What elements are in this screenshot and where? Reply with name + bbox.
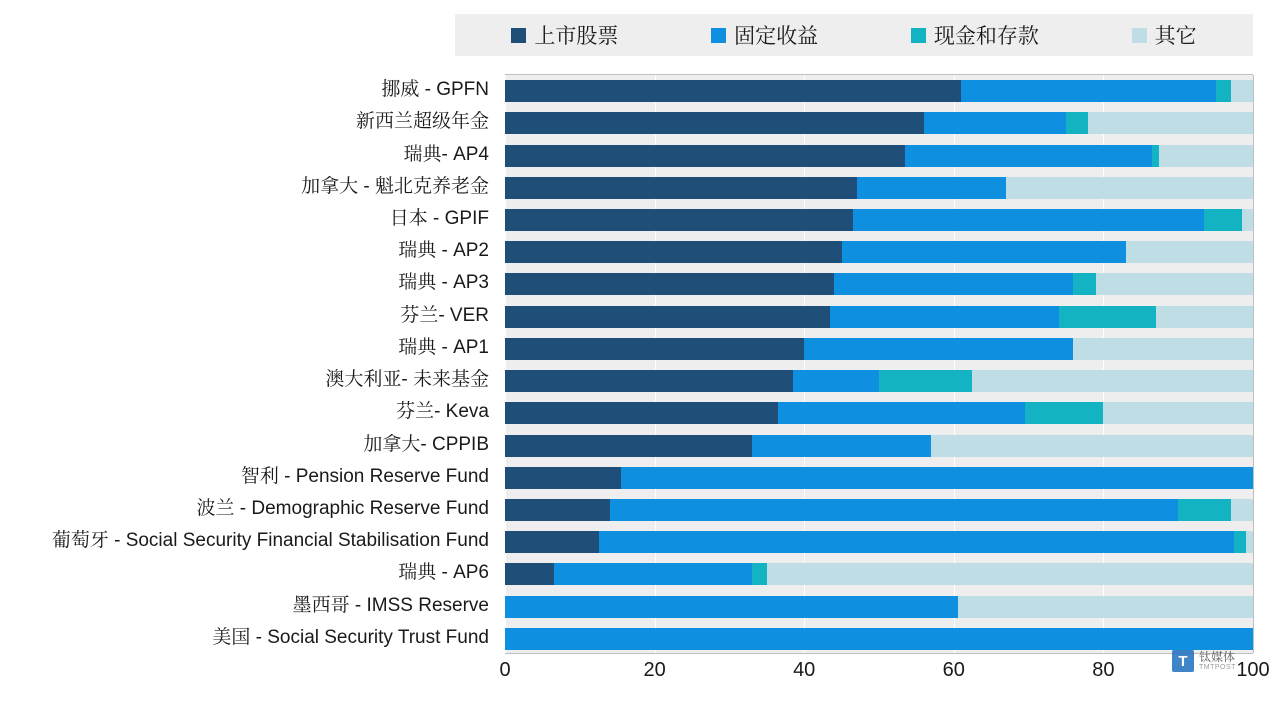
legend-label: 上市股票 bbox=[534, 25, 619, 48]
bar-segment bbox=[857, 177, 1007, 199]
bar-segment bbox=[1234, 531, 1245, 553]
legend-swatch-icon bbox=[711, 28, 726, 43]
bar-segment bbox=[505, 370, 793, 392]
y-axis-tick-label: 日本 - GPIF bbox=[389, 208, 489, 229]
bar-segment bbox=[505, 80, 961, 102]
y-axis-tick-label: 美国 - Social Security Trust Fund bbox=[212, 626, 489, 648]
bar-row[interactable] bbox=[505, 338, 1253, 360]
bar-row[interactable] bbox=[505, 435, 1253, 457]
bar-row[interactable] bbox=[505, 467, 1253, 489]
watermark-text bbox=[1199, 651, 1236, 671]
y-axis-tick-label: 挪威 - GPFN bbox=[381, 79, 489, 101]
x-axis-tick-label: 0 bbox=[499, 659, 511, 681]
bar-segment bbox=[505, 145, 905, 167]
bar-segment bbox=[1152, 145, 1159, 167]
y-axis-tick-label: 瑞典- AP4 bbox=[403, 143, 489, 165]
bar-segment bbox=[972, 370, 1253, 392]
bar-segment bbox=[505, 628, 1253, 650]
legend-label: 固定收益 bbox=[734, 25, 819, 48]
bar-segment bbox=[505, 209, 853, 231]
bar-segment bbox=[879, 370, 973, 392]
bar-row[interactable] bbox=[505, 241, 1253, 263]
bar-segment bbox=[1204, 209, 1241, 231]
bar-segment bbox=[1025, 402, 1104, 424]
bar-segment bbox=[1066, 112, 1088, 134]
y-axis-tick-label: 芬兰- Keva bbox=[396, 401, 489, 423]
watermark-logo-icon: T bbox=[1172, 650, 1194, 672]
bar-segment bbox=[505, 306, 830, 328]
bar-segment bbox=[830, 306, 1058, 328]
bar-segment bbox=[1178, 499, 1230, 521]
x-axis-tick-label: 80 bbox=[1092, 659, 1115, 681]
bar-row[interactable] bbox=[505, 531, 1253, 553]
bar-segment bbox=[1088, 112, 1253, 134]
bar-row[interactable] bbox=[505, 499, 1253, 521]
legend-swatch-icon bbox=[511, 28, 526, 43]
y-axis-tick-label: 智利 - Pension Reserve Fund bbox=[240, 465, 489, 487]
bar-row[interactable] bbox=[505, 596, 1253, 618]
bar-segment bbox=[834, 273, 1073, 295]
x-axis bbox=[499, 655, 1270, 685]
legend-item[interactable] bbox=[1132, 20, 1197, 50]
bar-row[interactable] bbox=[505, 112, 1253, 134]
bar-segment bbox=[505, 596, 958, 618]
x-axis-tick-label: 60 bbox=[942, 659, 965, 681]
bar-segment bbox=[1231, 499, 1253, 521]
y-axis-tick-label: 瑞典 - AP3 bbox=[398, 272, 489, 294]
bar-segment bbox=[505, 241, 842, 263]
y-axis-tick-label: 澳大利亚- 未来基金 bbox=[325, 369, 489, 391]
bar-segment bbox=[958, 596, 1253, 618]
bar-segment bbox=[752, 435, 932, 457]
watermark-name: 钛媒体 bbox=[1199, 650, 1236, 665]
bar-segment bbox=[599, 531, 1235, 553]
bar-segment bbox=[842, 241, 1126, 263]
bar-segment bbox=[505, 177, 857, 199]
watermark bbox=[1172, 650, 1236, 672]
bar-segment bbox=[1242, 209, 1253, 231]
y-axis-labels bbox=[0, 74, 497, 654]
bar-segment bbox=[1073, 338, 1253, 360]
bar-row[interactable] bbox=[505, 628, 1253, 650]
bar-segment bbox=[1126, 241, 1253, 263]
bar-segment bbox=[793, 370, 879, 392]
y-axis-tick-label: 瑞典 - AP6 bbox=[398, 562, 489, 584]
y-axis-tick-label: 波兰 - Demographic Reserve Fund bbox=[196, 498, 489, 519]
bar-row[interactable] bbox=[505, 80, 1253, 102]
bar-segment bbox=[505, 435, 752, 457]
bar-segment bbox=[1246, 531, 1253, 553]
bar-segment bbox=[505, 563, 554, 585]
bar-series-container bbox=[505, 75, 1253, 653]
y-axis-tick-label: 芬兰- VER bbox=[400, 304, 489, 326]
bar-segment bbox=[1059, 306, 1156, 328]
y-axis-tick-label: 瑞典 - AP1 bbox=[398, 336, 489, 358]
bar-segment bbox=[1159, 145, 1253, 167]
bar-row[interactable] bbox=[505, 177, 1253, 199]
bar-row[interactable] bbox=[505, 402, 1253, 424]
bar-segment bbox=[931, 435, 1253, 457]
bar-segment bbox=[961, 80, 1215, 102]
bar-segment bbox=[1231, 80, 1253, 102]
chart-plot-area bbox=[505, 74, 1253, 654]
bar-segment bbox=[554, 563, 752, 585]
bar-segment bbox=[505, 273, 834, 295]
gridline bbox=[1253, 75, 1254, 653]
bar-segment bbox=[1216, 80, 1231, 102]
y-axis-tick-label: 加拿大- CPPIB bbox=[363, 433, 489, 455]
bar-segment bbox=[505, 499, 610, 521]
bar-segment bbox=[752, 563, 767, 585]
bar-segment bbox=[1103, 402, 1253, 424]
bar-row[interactable] bbox=[505, 306, 1253, 328]
x-axis-tick-label: 40 bbox=[793, 659, 816, 681]
bar-segment bbox=[1006, 177, 1253, 199]
legend-swatch-icon bbox=[1132, 28, 1147, 43]
legend-label: 其它 bbox=[1154, 25, 1197, 48]
watermark-subtitle: TMTPOST bbox=[1199, 663, 1236, 671]
legend-item[interactable] bbox=[711, 20, 818, 50]
bar-segment bbox=[1156, 306, 1253, 328]
chart-legend bbox=[455, 14, 1253, 56]
legend-label: 现金和存款 bbox=[933, 25, 1039, 48]
bar-segment bbox=[778, 402, 1025, 424]
bar-segment bbox=[767, 563, 1253, 585]
bar-segment bbox=[1073, 273, 1095, 295]
bar-row[interactable] bbox=[505, 209, 1253, 231]
bar-segment bbox=[804, 338, 1073, 360]
y-axis-tick-label: 葡萄牙 - Social Security Financial Stabilisation Fund bbox=[51, 530, 489, 552]
bar-row[interactable] bbox=[505, 145, 1253, 167]
x-axis-tick-label: 100 bbox=[1236, 659, 1270, 681]
bar-segment bbox=[924, 112, 1066, 134]
bar-segment bbox=[505, 531, 599, 553]
bar-row[interactable] bbox=[505, 563, 1253, 585]
bar-segment bbox=[1096, 273, 1253, 295]
y-axis-tick-label: 墨西哥 - IMSS Reserve bbox=[292, 594, 489, 616]
bar-row[interactable] bbox=[505, 273, 1253, 295]
bar-segment bbox=[621, 467, 1253, 489]
y-axis-tick-label: 新西兰超级年金 bbox=[355, 111, 489, 133]
legend-swatch-icon bbox=[911, 28, 926, 43]
bar-segment bbox=[505, 338, 804, 360]
bar-segment bbox=[610, 499, 1178, 521]
y-axis-tick-label: 瑞典 - AP2 bbox=[398, 240, 489, 262]
bar-row[interactable] bbox=[505, 370, 1253, 392]
bar-segment bbox=[505, 112, 924, 134]
legend-item[interactable] bbox=[511, 20, 618, 50]
y-axis-tick-label: 加拿大 - 魁北克养老金 bbox=[301, 175, 489, 197]
x-axis-tick-label: 20 bbox=[643, 659, 666, 681]
bar-segment bbox=[905, 145, 1152, 167]
bar-segment bbox=[505, 467, 621, 489]
bar-segment bbox=[505, 402, 778, 424]
legend-item[interactable] bbox=[911, 20, 1039, 50]
bar-segment bbox=[853, 209, 1205, 231]
